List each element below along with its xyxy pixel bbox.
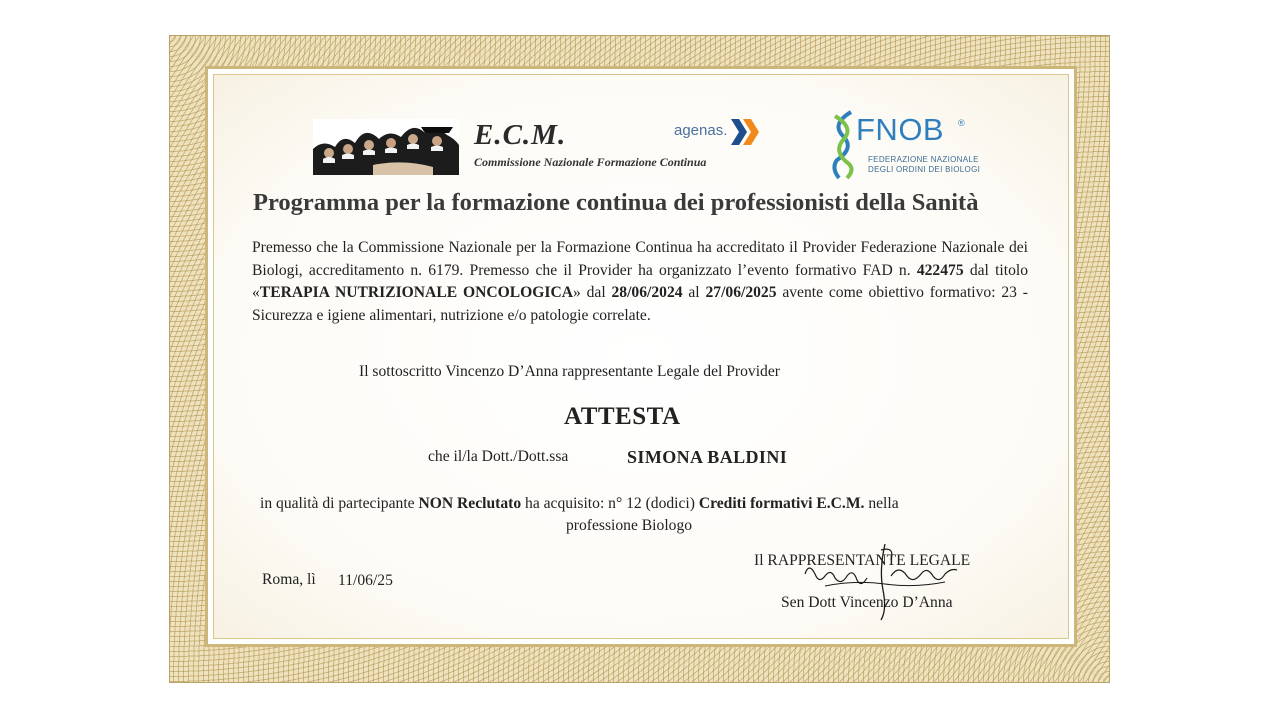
undersigned-statement: Il sottoscritto Vincenzo D’Anna rappresentante Legale del Provider	[359, 363, 780, 380]
participant-type: NON Reclutato	[418, 495, 522, 512]
fnob-registered-mark: ®	[958, 118, 965, 128]
premise-text-1: Premesso che la Commissione Nazionale per la Formazione Continua ha accreditato il Provider Federazione Nazionale dei Biologi, accreditamento n. 6179. Premesso che il Provider ha organizzato l’evento formativo FAD n.	[252, 239, 1028, 279]
credits-text-2: ha acquisito: n° 12 (dodici)	[521, 495, 699, 512]
recipient-name: SIMONA BALDINI	[627, 447, 788, 467]
event-title: TERAPIA NUTRIZIONALE ONCOLOGICA	[259, 284, 573, 301]
legal-representative-name: Sen Dott Vincenzo D’Anna	[781, 594, 953, 611]
start-date: 28/06/2024	[611, 284, 683, 301]
fnob-logo-line1: FEDERAZIONE NAZIONALE	[868, 155, 979, 164]
place-label: Roma, lì	[262, 571, 316, 588]
credits-type: Crediti formativi E.C.M.	[698, 495, 865, 512]
premise-text-5: avente come obiettivo formativo: 23 - Sicurezza e igiene alimentari, nutrizione e/o patologie correlate.	[252, 284, 1028, 324]
profession: professione Biologo	[566, 517, 693, 534]
agenas-logo-text: agenas.	[674, 122, 728, 139]
program-title: Programma per la formazione continua dei professionisti della Sanità	[253, 189, 979, 216]
issue-date: 11/06/25	[338, 572, 393, 589]
premise-text-4: al	[682, 284, 706, 301]
agenas-mark-icon	[729, 117, 763, 147]
fnob-dna-helix-icon	[829, 110, 859, 180]
credits-statement	[260, 493, 1030, 537]
dott-label: che il/la Dott./Dott.ssa	[428, 448, 569, 465]
premise-text-2: dal titolo «	[252, 261, 1028, 301]
credits-text-1: in qualità di partecipante	[260, 495, 419, 512]
agenas-logo	[674, 117, 764, 147]
attesta-heading: ATTESTA	[564, 403, 681, 430]
event-number: 422475	[916, 261, 964, 279]
premise-text-3: » dal	[572, 284, 612, 301]
ecm-logo-subtitle: Commissione Nazionale Formazione Continua	[474, 155, 707, 169]
legal-representative-title: Il RAPPRESENTANTE LEGALE	[754, 552, 971, 569]
anatomy-lesson-painting-logo	[313, 119, 459, 175]
fnob-logo-name: FNOB	[856, 112, 945, 147]
ecm-logo-title: E.C.M.	[474, 119, 567, 151]
premise-paragraph	[252, 237, 1028, 327]
credits-text-3: nella	[864, 495, 899, 512]
end-date: 27/06/2025	[705, 284, 777, 301]
fnob-logo-line2: DEGLI ORDINI DEI BIOLOGI	[868, 165, 981, 174]
